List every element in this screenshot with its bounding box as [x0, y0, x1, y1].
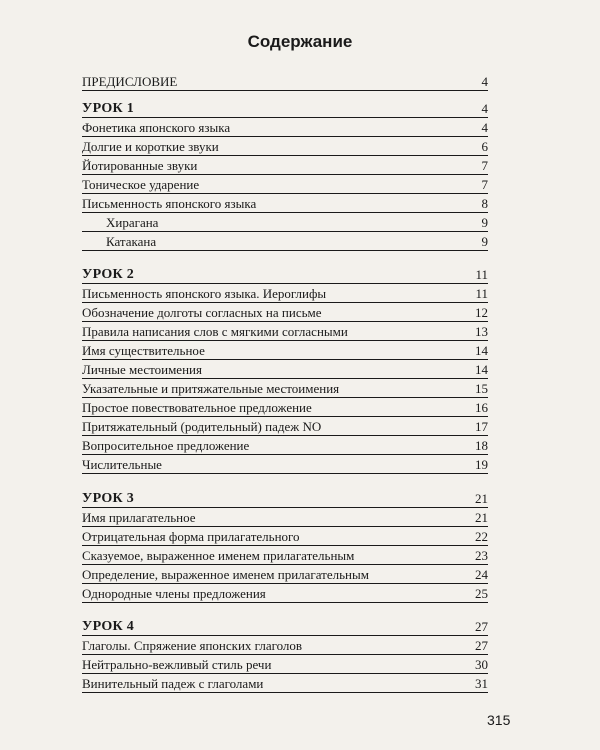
toc-entry-page: 24	[475, 567, 488, 582]
lesson-title: УРОК 4	[82, 619, 135, 634]
toc-entry-title: Письменность японского языка. Иероглифы	[82, 286, 327, 301]
toc-entry-page: 7	[481, 158, 488, 173]
toc-lesson-1-heading[interactable]	[82, 101, 488, 118]
lesson-title: УРОК 1	[82, 101, 135, 116]
toc-entry-title: Винительный падеж с глаголами	[82, 676, 264, 691]
toc-entry-page: 4	[481, 120, 488, 135]
toc-entry-title: Вопросительное предложение	[82, 438, 250, 453]
toc-entry-title: Притяжательный (родительный) падеж NO	[82, 419, 322, 434]
toc-entry-title: Нейтрально-вежливый стиль речи	[82, 657, 272, 672]
toc-entry-title: Тоническое ударение	[82, 177, 200, 192]
toc-entry-page: 7	[481, 177, 488, 192]
toc-entry-title: Отрицательная форма прилагательного	[82, 529, 300, 544]
toc-entry-preface[interactable]	[82, 74, 488, 91]
toc-entry[interactable]	[82, 529, 488, 546]
page-number: 315	[487, 712, 511, 728]
toc-entry-title: ПРЕДИСЛОВИЕ	[82, 74, 178, 89]
page-title: Содержание	[247, 32, 353, 51]
toc-entry[interactable]	[82, 586, 488, 603]
toc-entry[interactable]	[82, 548, 488, 565]
toc-entry-page: 15	[475, 381, 488, 396]
toc-entry-page: 17	[475, 419, 488, 434]
toc-entry-page: 6	[481, 139, 488, 154]
toc-entry-page: 27	[475, 638, 488, 653]
toc-entry-page: 8	[481, 196, 488, 211]
toc-entry[interactable]	[82, 139, 488, 156]
toc-entry-title: Глаголы. Спряжение японских глаголов	[82, 638, 303, 653]
toc-entry-page: 25	[475, 586, 488, 601]
toc-entry-title: Катакана	[106, 234, 157, 249]
toc-entry-title: Определение, выраженное именем прилагательным	[82, 567, 369, 582]
lesson-title: УРОК 2	[82, 267, 135, 282]
toc-entry-title: Личные местоимения	[82, 362, 202, 377]
toc-entry-page: 4	[481, 74, 488, 89]
lesson-page: 27	[475, 619, 488, 634]
toc-entry-page: 21	[475, 510, 488, 525]
toc-entry-title: Долгие и короткие звуки	[82, 139, 219, 154]
lesson-page: 11	[475, 267, 488, 282]
toc-entry[interactable]	[82, 286, 488, 303]
toc-entry-page: 9	[481, 215, 488, 230]
toc-entry[interactable]	[82, 177, 488, 194]
toc-entry[interactable]	[82, 438, 488, 455]
toc-entry[interactable]	[82, 343, 488, 360]
toc-lesson-3-heading[interactable]	[82, 491, 488, 508]
toc-entry-title: Однородные члены предложения	[82, 586, 266, 601]
toc-entry-title: Обозначение долготы согласных на письме	[82, 305, 322, 320]
toc-entry-page: 11	[475, 286, 488, 301]
lesson-page: 4	[481, 101, 488, 116]
toc-entry-title: Числительные	[82, 457, 162, 472]
toc-entry-title: Сказуемое, выраженное именем прилагательным	[82, 548, 355, 563]
toc-entry[interactable]	[82, 567, 488, 584]
toc-entry-page: 22	[475, 529, 488, 544]
toc-entry[interactable]	[82, 638, 488, 655]
toc-entry-page: 16	[475, 400, 488, 415]
toc-entry[interactable]	[82, 419, 488, 436]
toc-entry[interactable]	[82, 324, 488, 341]
toc-entry-page: 30	[475, 657, 488, 672]
toc-entry[interactable]	[82, 305, 488, 322]
toc-entry-title: Имя существительное	[82, 343, 205, 358]
toc-entry-title: Имя прилагательное	[82, 510, 196, 525]
toc-lesson-4-heading[interactable]	[82, 619, 488, 636]
toc-entry-page: 19	[475, 457, 488, 472]
toc-subentry[interactable]	[82, 215, 488, 232]
toc-entry[interactable]	[82, 510, 488, 527]
toc-entry-title: Хирагана	[106, 215, 159, 230]
toc-entry[interactable]	[82, 381, 488, 398]
toc-subentry[interactable]	[82, 234, 488, 251]
toc-entry-page: 13	[475, 324, 488, 339]
toc-entry-page: 23	[475, 548, 488, 563]
toc-entry[interactable]	[82, 362, 488, 379]
toc-entry[interactable]	[82, 657, 488, 674]
toc-entry-page: 18	[475, 438, 488, 453]
toc-entry-title: Йотированные звуки	[82, 158, 198, 173]
toc-entry-page: 9	[481, 234, 488, 249]
toc-entry-title: Фонетика японского языка	[82, 120, 231, 135]
lesson-page: 21	[475, 491, 488, 506]
toc-entry-page: 31	[475, 676, 488, 691]
toc-entry[interactable]	[82, 457, 488, 474]
toc-lesson-2-heading[interactable]	[82, 267, 488, 284]
toc-entry-title: Правила написания слов с мягкими согласными	[82, 324, 348, 339]
toc-entry[interactable]	[82, 400, 488, 417]
toc-entry-title: Простое повествовательное предложение	[82, 400, 312, 415]
lesson-title: УРОК 3	[82, 491, 135, 506]
toc-entry[interactable]	[82, 196, 488, 213]
toc-entry[interactable]	[82, 676, 488, 693]
toc-entry[interactable]	[82, 120, 488, 137]
toc-entry-title: Письменность японского языка	[82, 196, 257, 211]
toc-entry-title: Указательные и притяжательные местоимения	[82, 381, 340, 396]
toc-entry[interactable]	[82, 158, 488, 175]
toc-entry-page: 14	[475, 362, 488, 377]
toc-entry-page: 14	[475, 343, 488, 358]
toc-entry-page: 12	[475, 305, 488, 320]
